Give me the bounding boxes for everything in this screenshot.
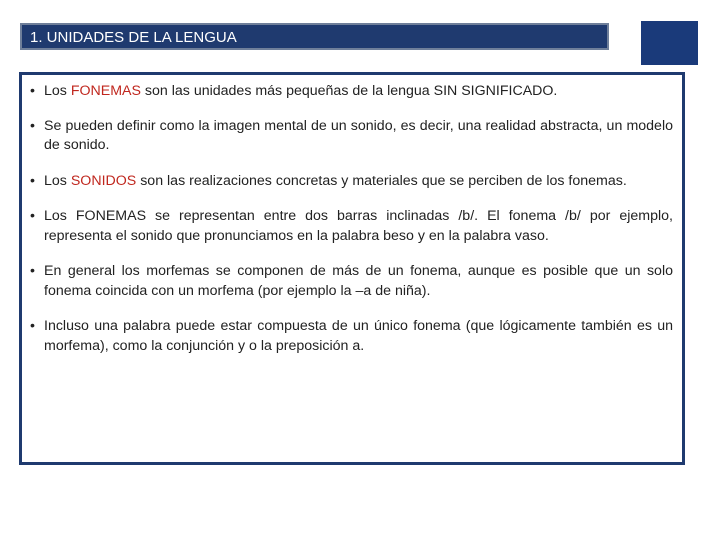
decorative-square	[641, 21, 698, 65]
content-box	[19, 72, 685, 465]
bullet-text: Se pueden definir como la imagen mental de un sonido, es decir, una realidad abstracta, un modelo de sonido.	[44, 117, 673, 153]
bullet-dot-icon: •	[30, 263, 35, 279]
bullet-dot-icon: •	[30, 83, 35, 99]
bullet-dot-icon: •	[30, 208, 35, 224]
highlight-fonemas: FONEMAS	[70, 83, 141, 99]
bullet-text: son las realizaciones concretas y materiales que se perciben de los fonemas.	[136, 172, 627, 189]
bullet-text: Incluso una palabra puede estar compuesta de un único fonema (que lógicamente también es un morfema), como la conjunción y o la preposición a.	[44, 318, 673, 354]
bullet-prefix: Los	[44, 83, 71, 99]
bullet-item-fonemas	[30, 82, 673, 102]
bullet-text: Los FONEMAS se representan entre dos barras inclinadas /b/. El fonema /b/ por ejemplo, representa el sonido que pronunciamos en la palabra beso y en la palabra vaso.	[44, 208, 673, 244]
highlight-sonidos: SONIDOS	[70, 172, 137, 189]
bullet-text: son las unidades más pequeñas de la lengua SIN SIGNIFICADO.	[140, 83, 558, 99]
bullet-prefix: Los	[44, 172, 71, 189]
bullet-item-sonidos	[30, 172, 673, 192]
bullet-list	[30, 82, 673, 372]
bullet-item-barras	[30, 207, 673, 246]
bullet-item-morfemas	[30, 262, 673, 301]
bullet-dot-icon: •	[30, 172, 35, 189]
page-title: 1. UNIDADES DE LA LENGUA	[30, 29, 237, 46]
bullet-text: En general los morfemas se componen de más de un fonema, aunque es posible que un solo fonema coincida con un morfema (por ejemplo la –a de niña).	[44, 263, 673, 299]
bullet-item-definicion	[30, 117, 673, 156]
bullet-dot-icon: •	[30, 318, 35, 334]
title-bar	[20, 23, 609, 50]
bullet-dot-icon: •	[30, 117, 35, 134]
bullet-item-palabra	[30, 317, 673, 356]
